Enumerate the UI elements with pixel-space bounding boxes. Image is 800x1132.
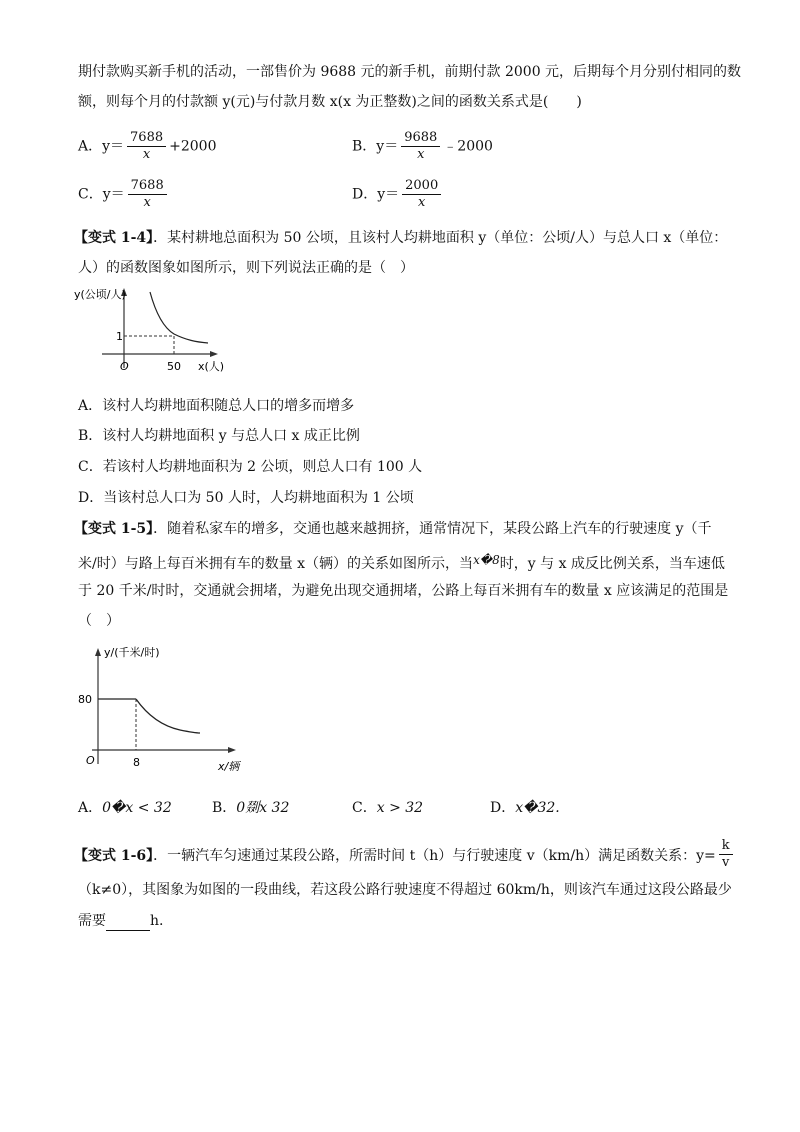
x-axis-label: x(人) — [198, 360, 225, 373]
option-a: A．该村人均耕地面积随总人口的增多而增多 — [78, 398, 355, 414]
question-15-line2: 米/时）与路上每百米拥有车的数量 x（辆）的关系如图所示，当x�8时，y 与 x 成反比例关系，当车速低 — [78, 553, 725, 572]
x-tick-label: 8 — [133, 756, 140, 769]
question-15-line4: （ ） — [78, 613, 120, 629]
option-d: D．y＝ $\frac{2000}{x}$ — [352, 178, 444, 211]
option-c: C．x > 32 — [352, 800, 424, 816]
option-b: B．该村人均耕地面积 y 与总人口 x 成正比例 — [78, 428, 360, 444]
question-16-line2: （k≠0），其图象为如图的一段曲线，若这段公路行驶速度不得超过 60km/h，则该汽车通过这段公路最少 — [78, 882, 732, 898]
answer-blank[interactable] — [106, 916, 150, 931]
x-tick-label: 50 — [167, 360, 181, 373]
question-text-line: 额，则每个月的付款额 y(元)与付款月数 x(x 为正整数)之间的函数关系式是( ) — [78, 94, 582, 110]
x-arrow-icon — [228, 747, 236, 753]
y-axis-label: y(公顷/人) — [74, 288, 126, 301]
question-tag: 【变式 1-6】 — [74, 848, 154, 864]
option-a: A．0�x < 32 — [78, 800, 172, 816]
graph-q14 — [72, 284, 232, 376]
origin-label: O — [120, 360, 129, 373]
question-tag: 【变式 1-5】 — [74, 521, 154, 537]
option-c: C．y＝ $\frac{7688}{x}$ — [78, 178, 170, 211]
question-tag: 【变式 1-4】 — [74, 230, 154, 246]
y-axis-label: y/(千米/时) — [104, 646, 160, 659]
origin-label: O — [86, 754, 95, 767]
y-tick-label: 80 — [78, 693, 92, 706]
option-a: A．y＝ $\frac{7688}{x}$ +2000 — [78, 130, 217, 162]
graph-q15 — [76, 642, 276, 780]
y-arrow-icon — [95, 648, 101, 656]
option-b: B．y＝ $\frac{9688}{x}$ ﹣2000 — [352, 130, 493, 162]
question-15-line1: 【变式 1-5】．随着私家车的增多，交通也越来越拥挤，通常情况下，某段公路上汽车的行驶速度 y（千 — [74, 521, 712, 537]
question-16-line3: 需要 h. — [78, 913, 164, 929]
option-d: D．x�32. — [490, 800, 560, 816]
option-c: C．若该村人均耕地面积为 2 公顷，则总人口有 100 人 — [78, 459, 423, 475]
question-14-line1: 【变式 1-4】．某村耕地总面积为 50 公顷，且该村人均耕地面积 y（单位：公顷/人）与总人口 x（单位： — [74, 230, 728, 246]
question-text-line: 期付款购买新手机的活动，一部售价为 9688 元的新手机，前期付款 2000 元，后期每个月分别付相同的数 — [78, 64, 742, 80]
x-axis-label: x/辆 — [218, 760, 240, 773]
option-b: B．0剟x 32 — [212, 800, 290, 816]
question-16-line1: 【变式 1-6】．一辆汽车匀速通过某段公路，所需时间 t（h）与行驶速度 v（km/h）满足函数关系：y= $\frac{k}{v}$ — [74, 838, 736, 871]
question-15-line3: 于 20 千米/时时，交通就会拥堵，为避免出现交通拥堵，公路上每百米拥有车的数量 x 应该满足的范围是 — [78, 583, 729, 599]
y-tick-label: 1 — [116, 330, 123, 343]
curve — [136, 699, 200, 733]
option-d: D．当该村总人口为 50 人时，人均耕地面积为 1 公顷 — [78, 490, 414, 506]
question-14-line2: 人）的函数图象如图所示，则下列说法正确的是（ ） — [78, 260, 414, 276]
